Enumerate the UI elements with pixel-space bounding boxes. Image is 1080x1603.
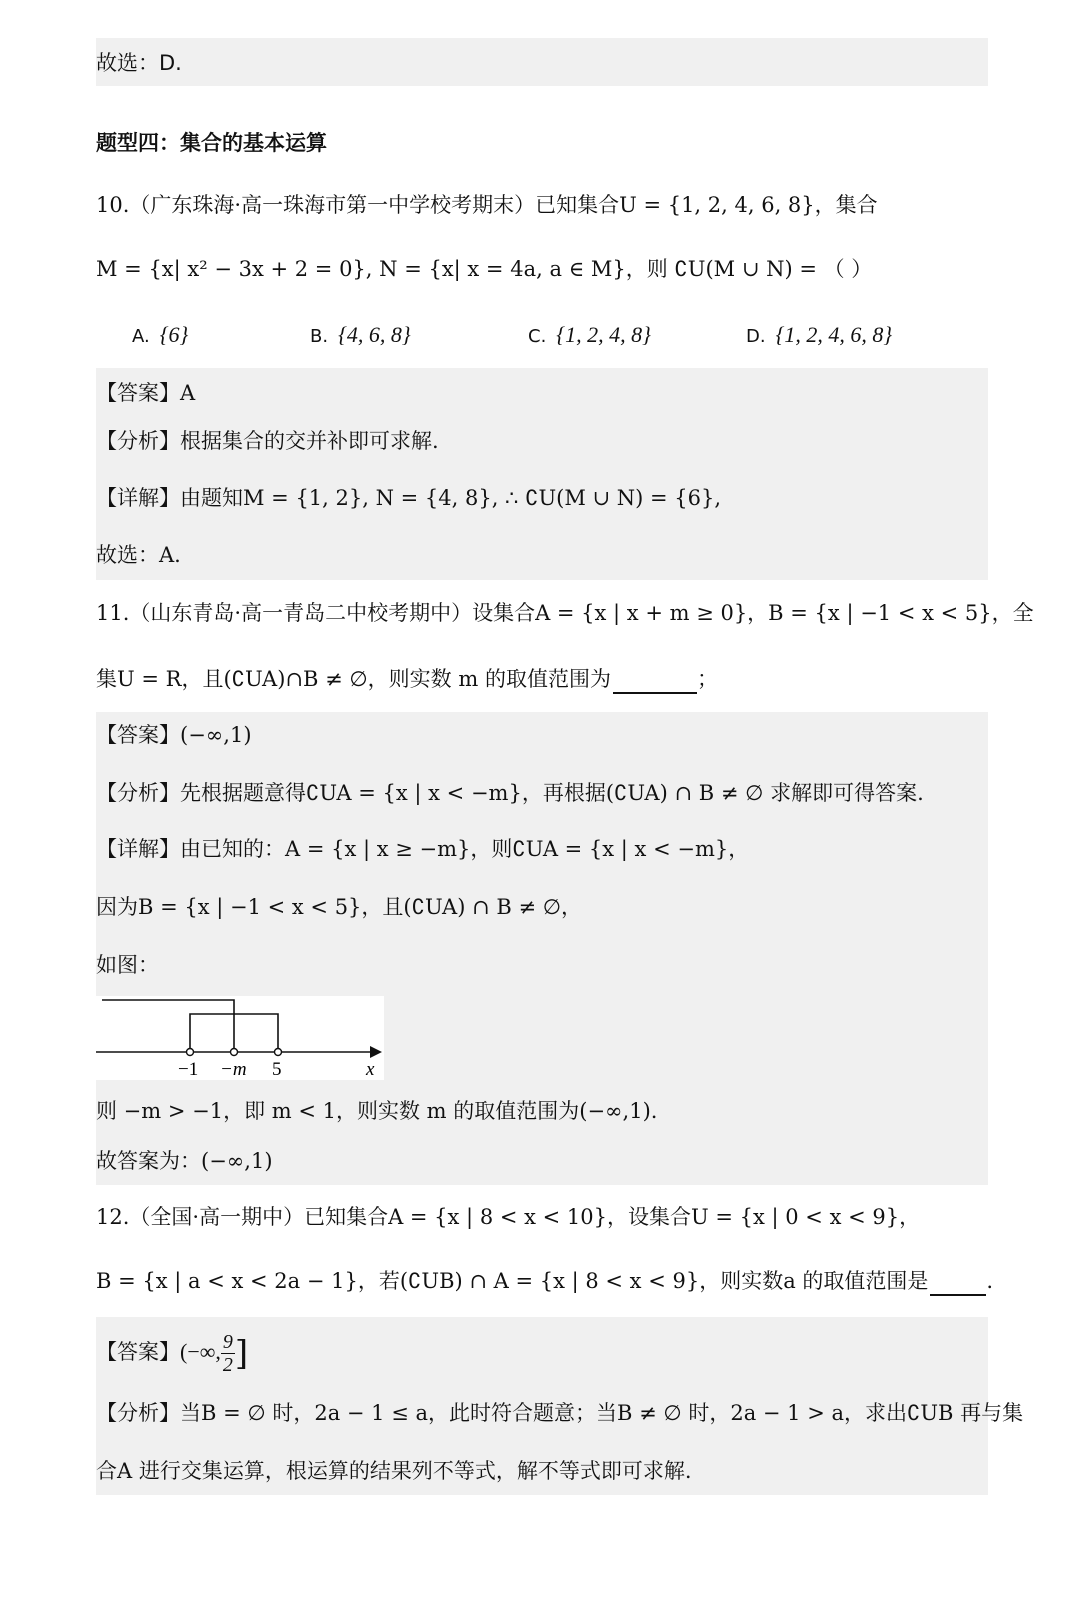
option-value: {1, 2, 4, 6, 8} bbox=[775, 322, 893, 347]
q11-stem-end: ； bbox=[696, 667, 718, 691]
q10-answer-block bbox=[96, 368, 988, 580]
q12-analysis-line2: 合A 进行交集运算，根运算的结果列不等式，解不等式即可求解. bbox=[96, 1459, 692, 1483]
q10-answer: 【答案】A bbox=[96, 381, 196, 405]
q11-answer: 【答案】(−∞,1) bbox=[96, 723, 252, 747]
option-label: D. bbox=[746, 326, 766, 347]
q12-stem-line2 bbox=[96, 1266, 993, 1296]
q10-option-c[interactable] bbox=[528, 320, 651, 352]
answer-interval-open: (−∞, bbox=[180, 1339, 221, 1364]
q11-analysis: 【分析】先根据题意得∁UA = {x | x < −m}，再根据(∁UA) ∩ B ≠ ∅ 求解即可得答案. bbox=[96, 781, 924, 805]
q12-answer-blank[interactable] bbox=[930, 1268, 986, 1296]
q11-because: 因为B = {x | −1 < x < 5}，且(∁UA) ∩ B ≠ ∅， bbox=[96, 895, 583, 919]
axis-label: x bbox=[366, 1059, 375, 1080]
q12-stem-end: . bbox=[986, 1269, 994, 1293]
prev-final-choice: 故选：D. bbox=[96, 51, 182, 75]
fraction-numerator: 9 bbox=[222, 1331, 233, 1353]
point-neg1 bbox=[187, 1049, 194, 1056]
tick-label: −1 bbox=[178, 1059, 199, 1080]
point-5 bbox=[275, 1049, 282, 1056]
q10-detail: 【详解】由题知M = {1, 2}, N = {4, 8}, ∴ ∁U(M ∪ N) = {6}, bbox=[96, 486, 722, 510]
prev-answer-block bbox=[96, 38, 988, 86]
tick-label: −m bbox=[220, 1059, 247, 1080]
option-label: C. bbox=[528, 326, 547, 347]
answer-label: 【答案】 bbox=[96, 1340, 180, 1364]
q12-answer bbox=[96, 1326, 248, 1378]
answer-interval-close: ] bbox=[234, 1333, 249, 1374]
section-title: 题型四：集合的基本运算 bbox=[96, 131, 327, 155]
q10-analysis: 【分析】根据集合的交并补即可求解. bbox=[96, 429, 439, 453]
option-value: {6} bbox=[159, 322, 189, 347]
option-value: {4, 6, 8} bbox=[338, 322, 411, 347]
answer-fraction bbox=[221, 1331, 235, 1376]
q11-answer-blank[interactable] bbox=[613, 666, 697, 694]
option-label: B. bbox=[310, 326, 329, 347]
fraction-denominator: 2 bbox=[222, 1354, 233, 1376]
number-line-figure bbox=[94, 996, 384, 1080]
q11-final: 故答案为：(−∞,1) bbox=[96, 1149, 273, 1173]
q12-analysis-line1: 【分析】当B = ∅ 时，2a − 1 ≤ a，此时符合题意；当B ≠ ∅ 时，2a − 1 > a，求出∁UB 再与集 bbox=[96, 1401, 1024, 1425]
q11-stem-text: 集U = R，且(∁UA)∩B ≠ ∅，则实数 m 的取值范围为 bbox=[96, 667, 611, 691]
q10-stem-line1: 10.（广东珠海·高一珠海市第一中学校考期末）已知集合U = {1, 2, 4, 6, 8}，集合 bbox=[96, 193, 878, 217]
q11-stem-line2 bbox=[96, 664, 718, 694]
q11-then: 则 −m > −1，即 m < 1，则实数 m 的取值范围为(−∞,1). bbox=[96, 1099, 658, 1123]
q12-stem-text: B = {x | a < x < 2a − 1}，若(∁UB) ∩ A = {x | 8 < x < 9}，则实数a 的取值范围是 bbox=[96, 1269, 929, 1293]
q10-final: 故选：A. bbox=[96, 543, 181, 567]
q11-figure-caption: 如图： bbox=[96, 953, 159, 977]
q10-option-a[interactable] bbox=[132, 320, 188, 352]
q11-stem-line1: 11.（山东青岛·高一青岛二中校考期中）设集合A = {x | x + m ≥ 0}，B = {x | −1 < x < 5}，全 bbox=[96, 601, 1034, 625]
q10-option-d[interactable] bbox=[746, 320, 892, 352]
tick-label: 5 bbox=[272, 1059, 282, 1080]
q11-detail: 【详解】由已知的：A = {x | x ≥ −m}，则∁UA = {x | x < −m}， bbox=[96, 837, 750, 861]
q12-stem-line1: 12.（全国·高一期中）已知集合A = {x | 8 < x < 10}，设集合U = {x | 0 < x < 9}， bbox=[96, 1205, 921, 1229]
q10-option-b[interactable] bbox=[310, 320, 411, 352]
option-label: A. bbox=[132, 326, 150, 347]
point-neg-m bbox=[231, 1049, 238, 1056]
option-value: {1, 2, 4, 8} bbox=[556, 322, 651, 347]
q10-stem-line2: M = {x| x² − 3x + 2 = 0}, N = {x| x = 4a, a ∈ M}，则 ∁U(M ∪ N) = （ ） bbox=[96, 257, 873, 281]
